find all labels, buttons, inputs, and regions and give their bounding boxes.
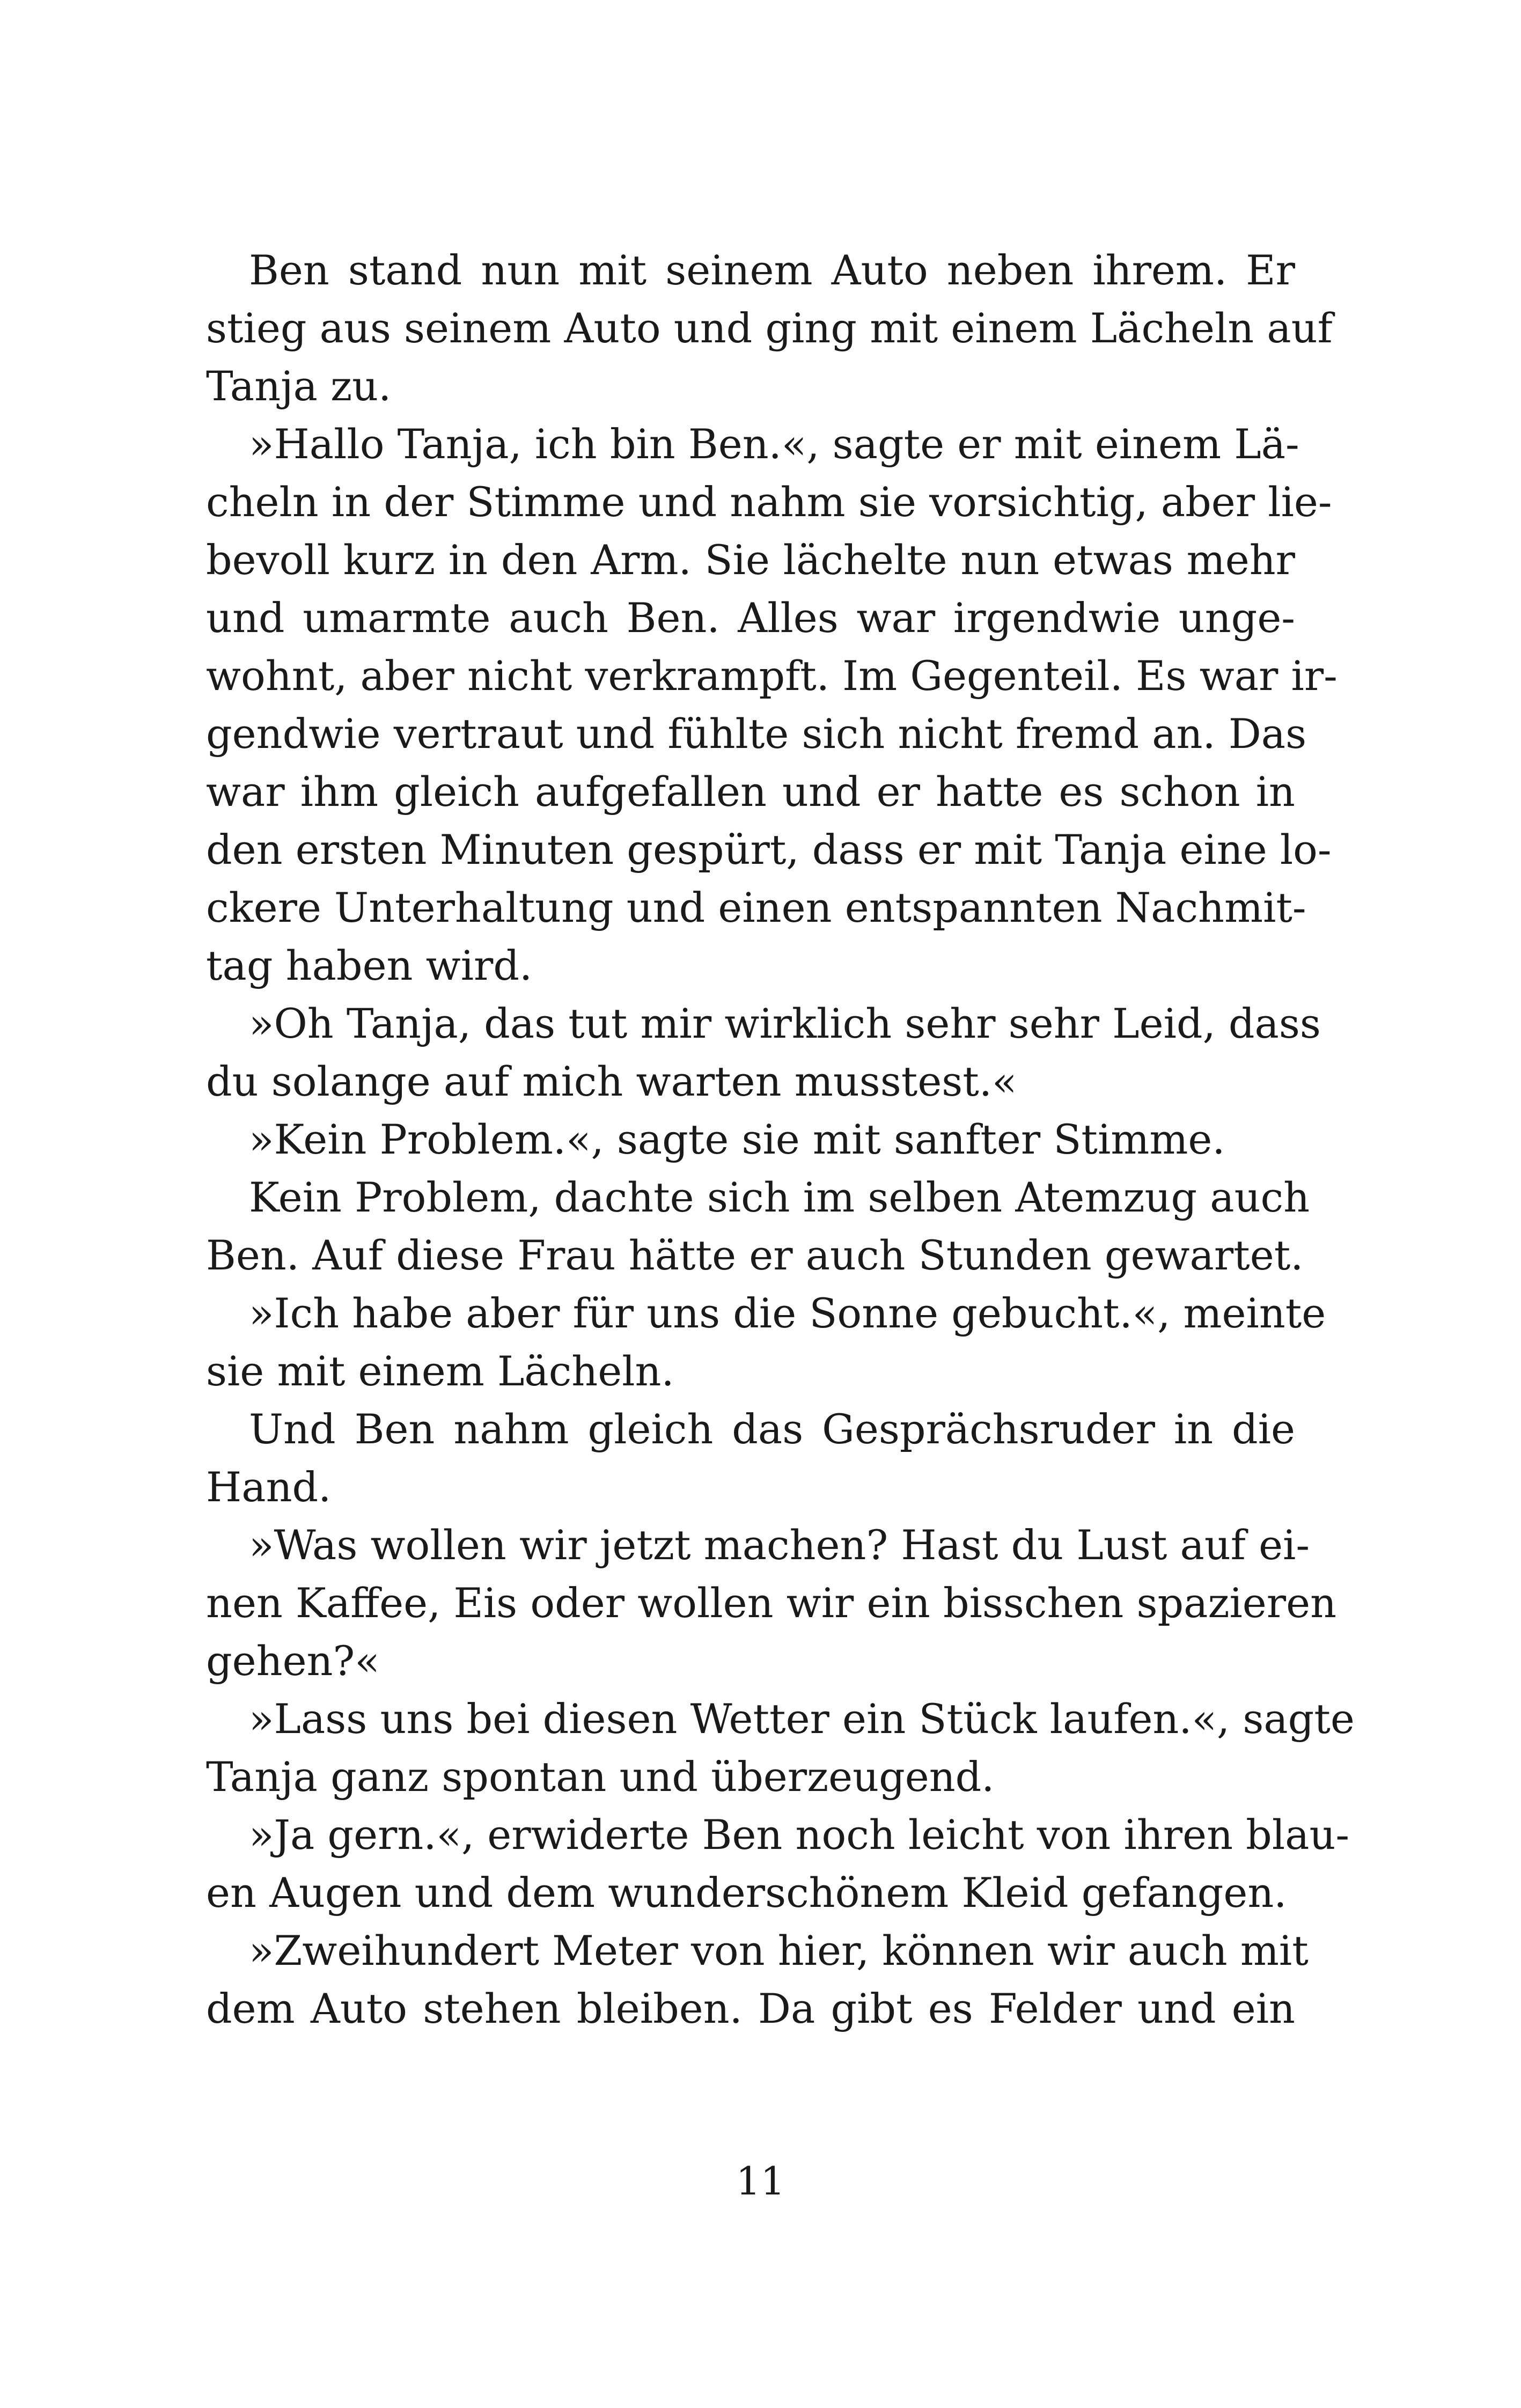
text-line: gendwie vertraut und fühlte sich nicht fremd an. Das <box>206 710 1307 758</box>
page-number: 11 <box>736 2159 785 2204</box>
text-line: Hand. <box>206 1463 332 1511</box>
text-line: »Hallo Tanja, ich bin Ben.«, sagte er mit einem Lä- <box>249 420 1299 468</box>
text-line: stieg aus seinem Auto und ging mit einem Lächeln auf <box>206 304 1333 352</box>
text-line: Und Ben nahm gleich das Gesprächsruder in die <box>249 1405 1295 1453</box>
text-line: sie mit einem Lächeln. <box>206 1347 674 1395</box>
text-line: nen Kaffee, Eis oder wollen wir ein bisschen spazieren <box>206 1579 1337 1627</box>
text-line: Kein Problem, dachte sich im selben Atemzug auch <box>249 1173 1310 1221</box>
body-text <box>206 241 1355 2038</box>
text-line: »Kein Problem.«, sagte sie mit sanfter Stimme. <box>249 1115 1225 1163</box>
text-line: wohnt, aber nicht verkrampft. Im Gegenteil. Es war ir- <box>206 652 1338 700</box>
text-line: Tanja ganz spontan und überzeugend. <box>206 1753 995 1801</box>
text-line: Tanja zu. <box>206 362 392 410</box>
text-line: und umarmte auch Ben. Alles war irgendwie unge- <box>206 594 1295 642</box>
text-line: »Zweihundert Meter von hier, können wir auch mit <box>249 1927 1309 1974</box>
text-line: ckere Unterhaltung und einen entspannten Nachmit- <box>206 884 1306 931</box>
text-line: bevoll kurz in den Arm. Sie lächelte nun etwas mehr <box>206 536 1295 584</box>
text-line: Ben. Auf diese Frau hätte er auch Stunden gewartet. <box>206 1231 1304 1279</box>
text-line: tag haben wird. <box>206 942 533 989</box>
text-line: »Lass uns bei diesen Wetter ein Stück laufen.«, sagte <box>249 1695 1355 1743</box>
text-line: den ersten Minuten gespürt, dass er mit Tanja eine lo- <box>206 826 1332 873</box>
text-line: war ihm gleich aufgefallen und er hatte es schon in <box>206 768 1295 816</box>
text-line: du solange auf mich warten musstest.« <box>206 1058 1017 1105</box>
text-line: »Was wollen wir jetzt machen? Hast du Lust auf ei- <box>249 1521 1310 1569</box>
text-line: en Augen und dem wunderschönem Kleid gefangen. <box>206 1869 1287 1917</box>
text-line: dem Auto stehen bleiben. Da gibt es Felder und ein <box>206 1985 1295 2032</box>
text-line: Ben stand nun mit seinem Auto neben ihrem. Er <box>249 246 1295 294</box>
text-line: »Oh Tanja, das tut mir wirklich sehr sehr Leid, dass <box>249 1000 1321 1047</box>
text-line: gehen?« <box>206 1637 380 1685</box>
text-line: cheln in der Stimme und nahm sie vorsichtig, aber lie- <box>206 478 1332 526</box>
text-line: »Ich habe aber für uns die Sonne gebucht.«, meinte <box>249 1289 1326 1337</box>
text-line: »Ja gern.«, erwiderte Ben noch leicht von ihren blau- <box>249 1811 1350 1859</box>
